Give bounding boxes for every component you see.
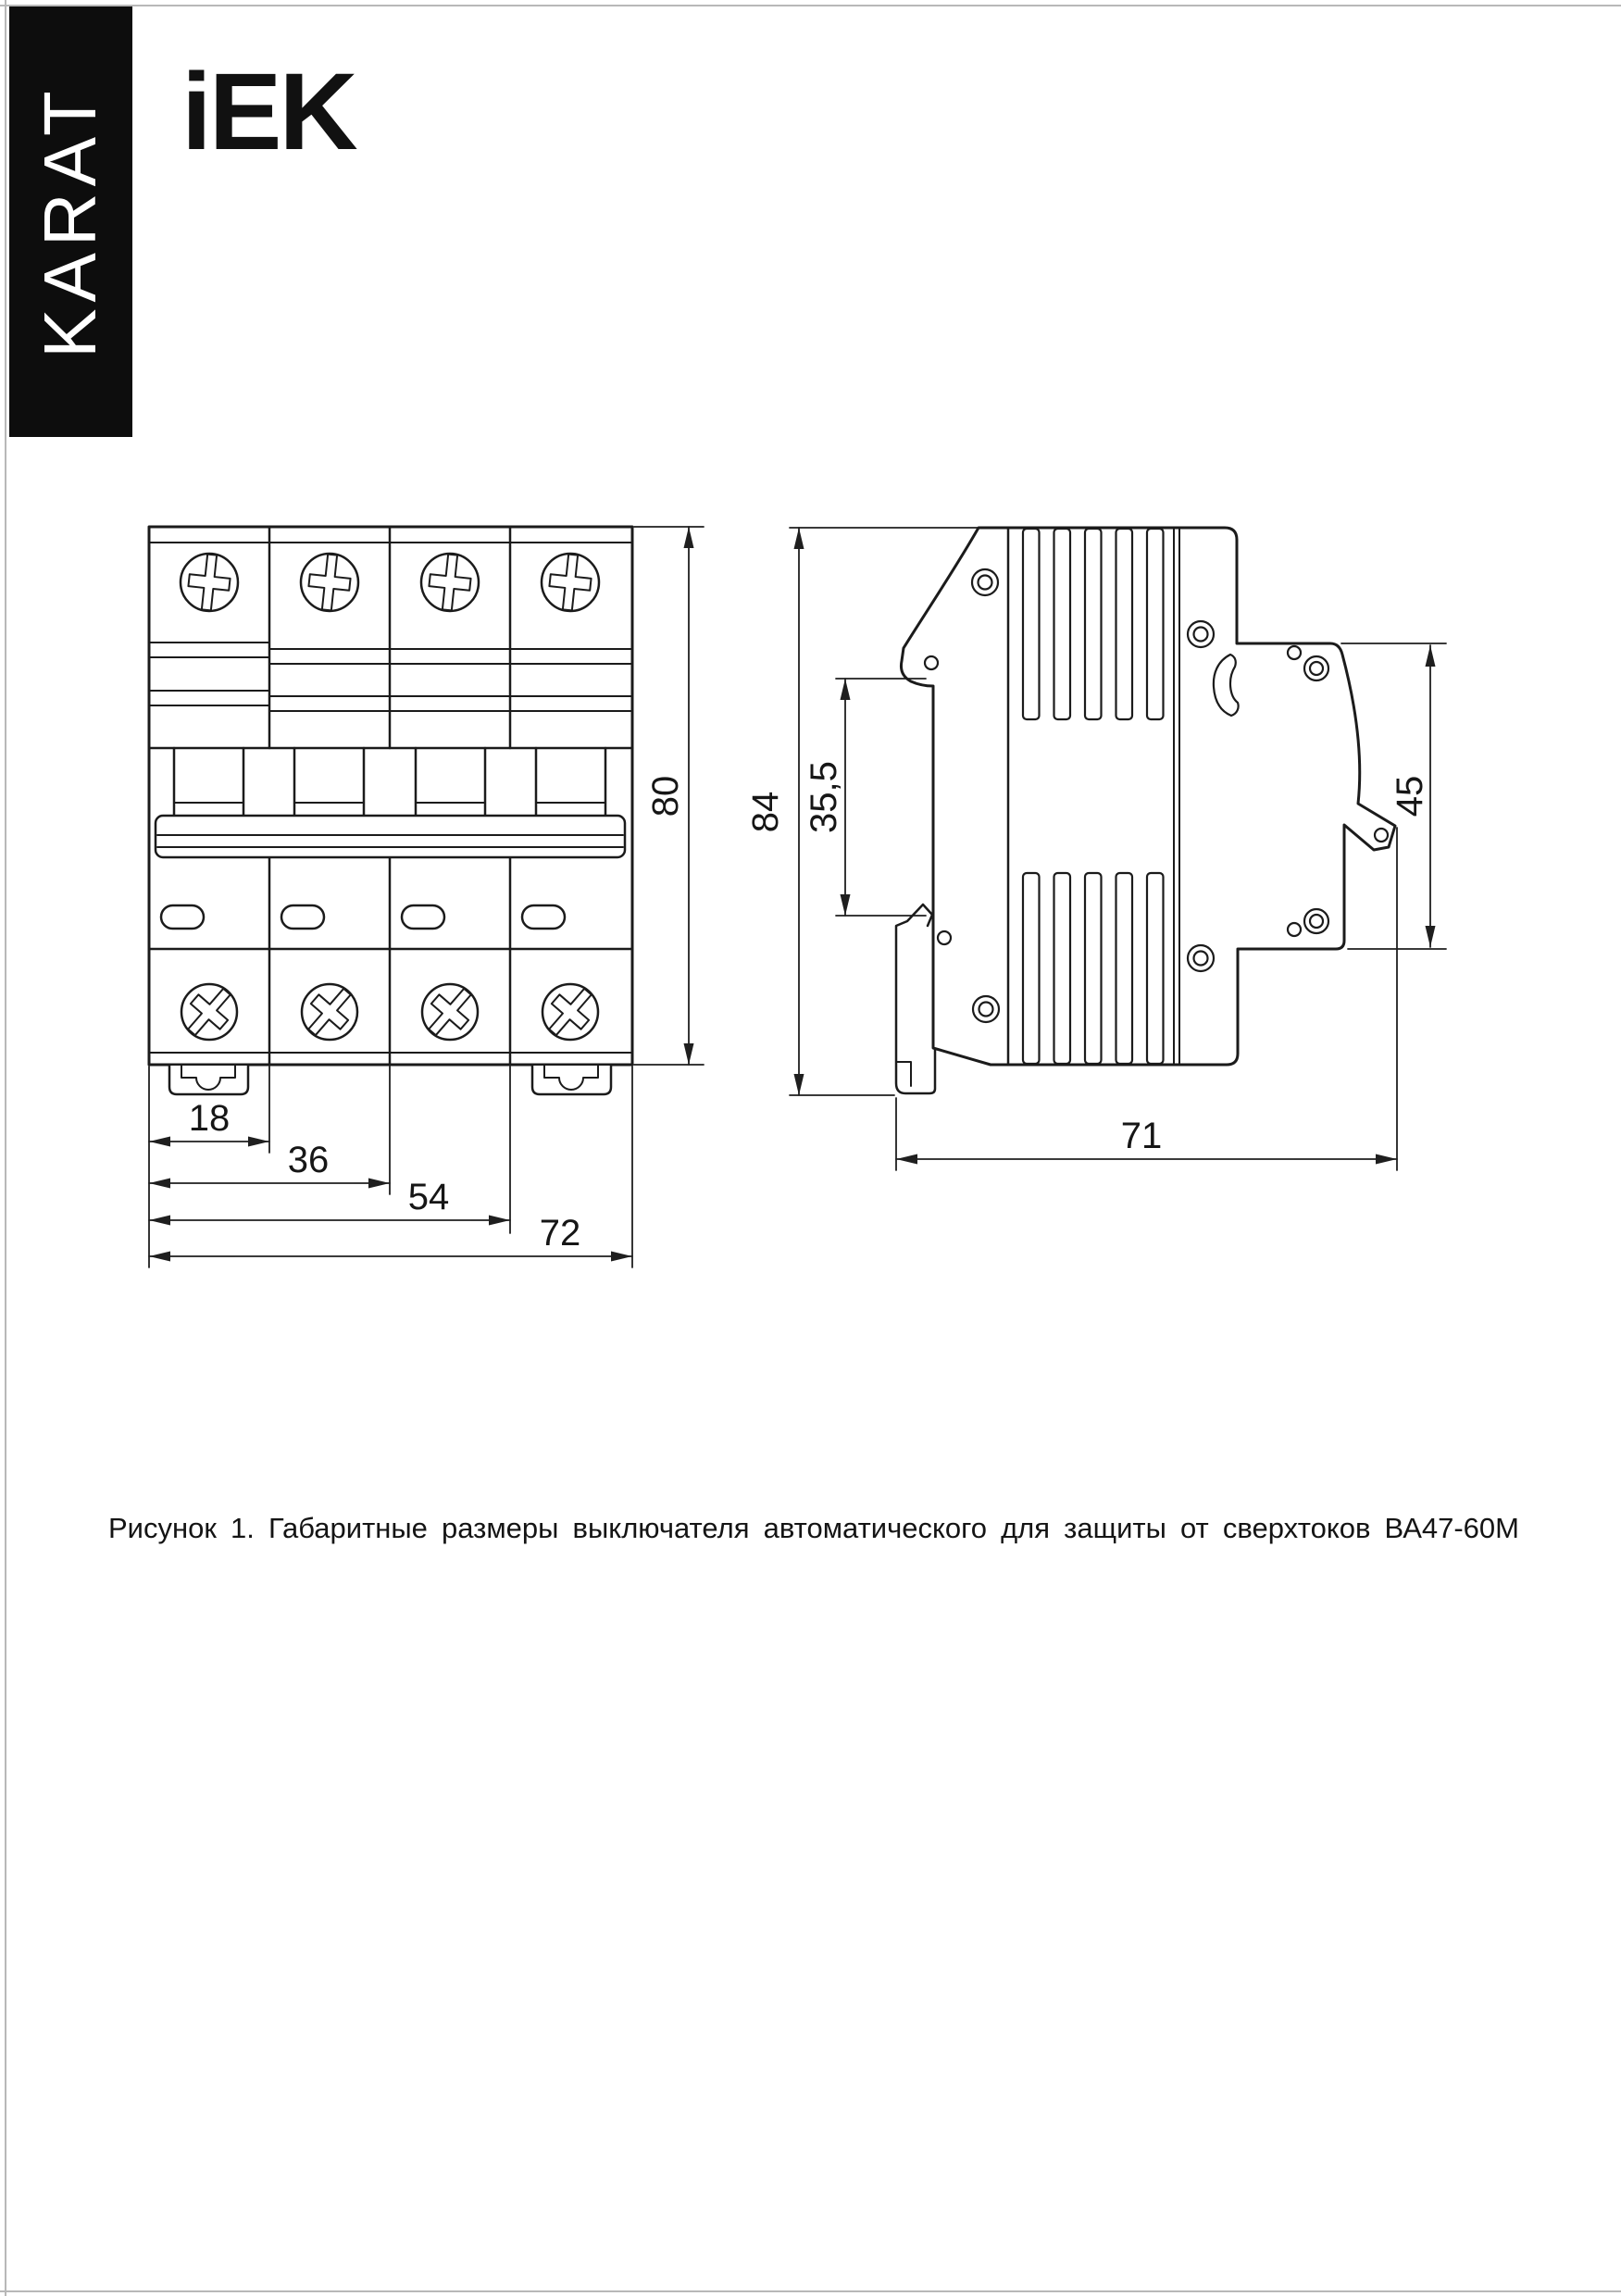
iek-logo: iEK [181, 51, 355, 173]
handle-interlock-bar [156, 816, 625, 857]
din-rail-clip [896, 905, 935, 1093]
karat-banner-text: KARAT [29, 84, 111, 358]
side-view [745, 528, 1446, 1170]
mounting-tab-right [532, 1066, 611, 1094]
figure-caption: Рисунок 1. Габаритные размеры выключателя автоматического для защиты от сверхтоков ВА47-60М [108, 1512, 1519, 1544]
page-edge-bottom [0, 2290, 1621, 2292]
dim-label-72: 72 [539, 1213, 581, 1254]
dim-label-71: 71 [1120, 1116, 1163, 1156]
mounting-tab-left [169, 1066, 248, 1094]
dim-label-84: 84 [745, 791, 786, 833]
dim-label-36: 36 [287, 1140, 330, 1180]
dim-label-18: 18 [188, 1098, 231, 1139]
dim-label-35-5: 35,5 [804, 761, 844, 833]
dim-label-54: 54 [407, 1177, 450, 1217]
dim-label-80: 80 [645, 775, 686, 817]
front-view [149, 527, 704, 1267]
dim-label-45: 45 [1390, 775, 1430, 817]
